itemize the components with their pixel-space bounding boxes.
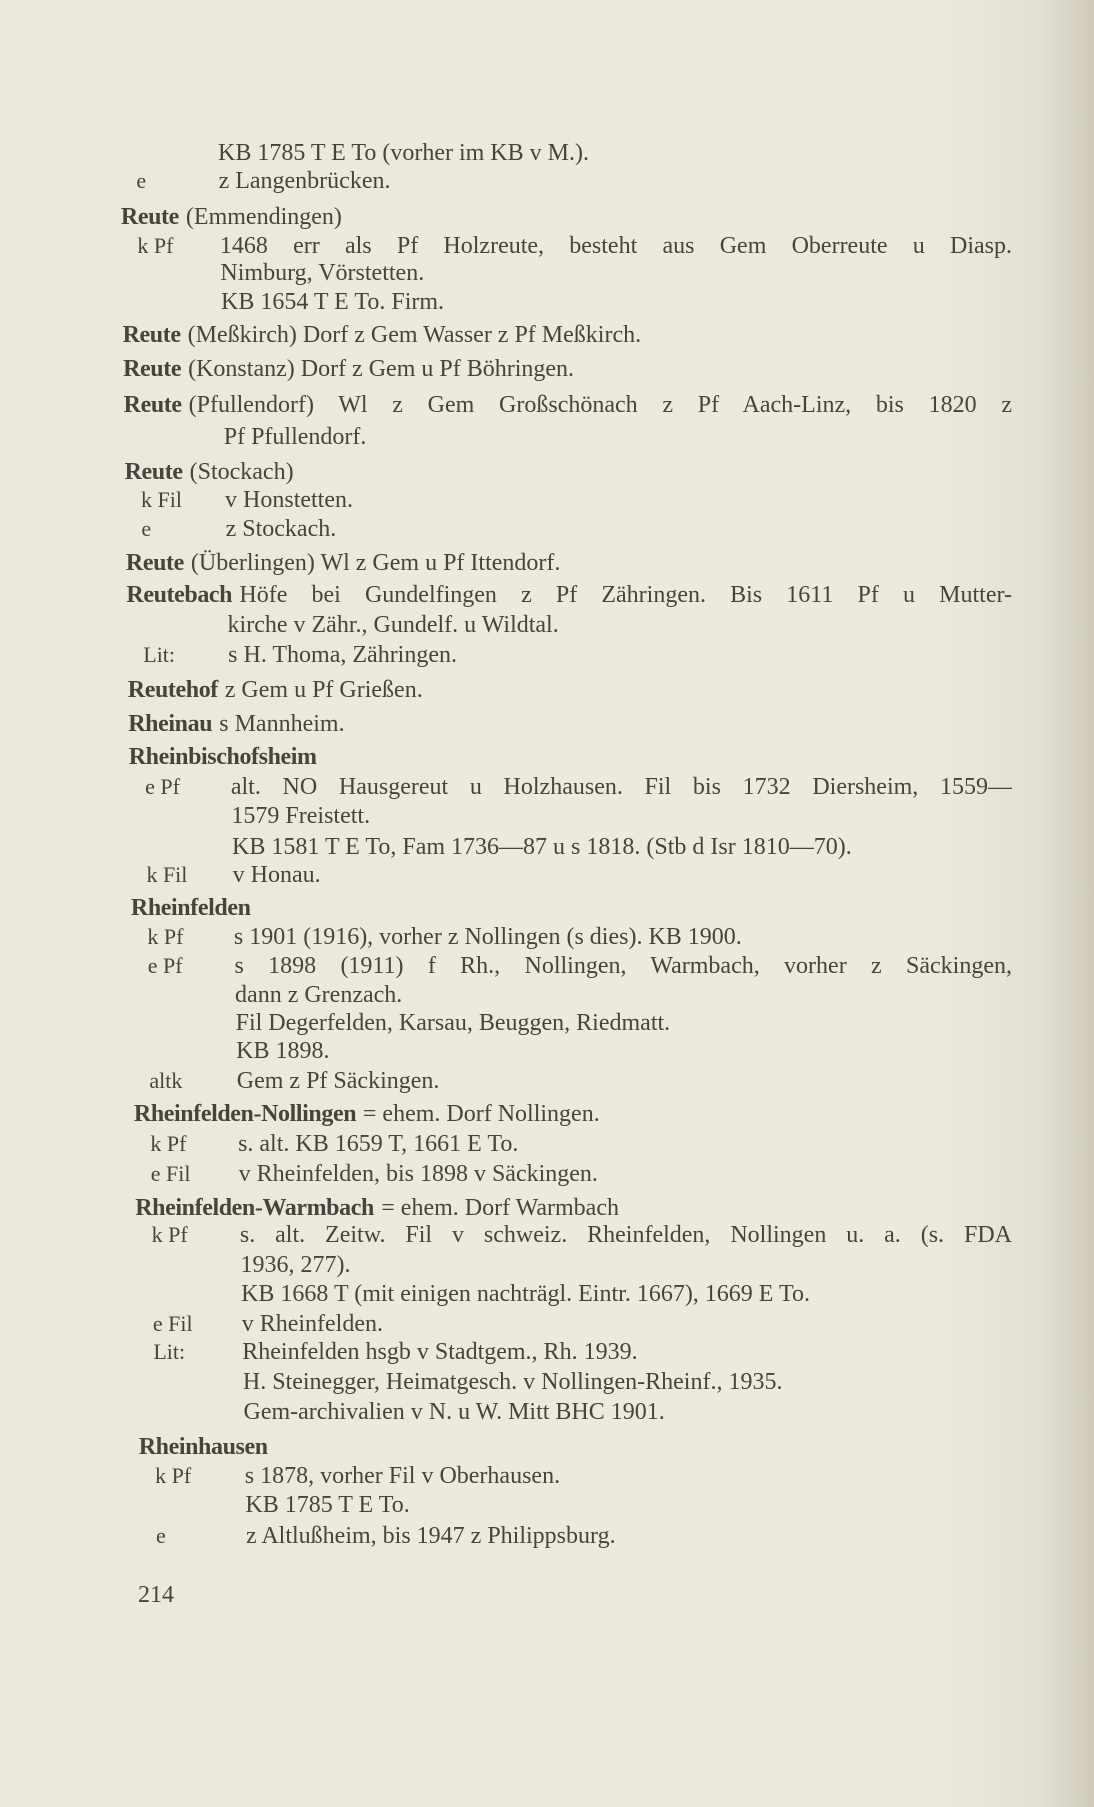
entry-headword-line (0, 580, 1094, 610)
entry-headword-line (0, 1099, 1094, 1129)
entry-line (0, 1159, 1094, 1189)
entry-line (0, 1036, 1094, 1066)
headword: Reutehof (127, 677, 218, 703)
entry-line (0, 1250, 1094, 1280)
entry-headword-line (0, 709, 1094, 739)
entry-headword-line (0, 742, 1094, 772)
entry-text: Gem z Pf Säckingen. (236, 1068, 440, 1094)
entry-text: z Stockach. (225, 516, 337, 542)
entry-text: s 1901 (1916), vorher z Nollingen (s dies). KB 1900. (233, 924, 742, 950)
entry-label: k Pf (155, 1463, 192, 1488)
entry-line (0, 922, 1094, 952)
entry-label: k Pf (137, 233, 174, 258)
entry-text: (Konstanz) Dorf z Gem u Pf Böhringen. (188, 356, 575, 382)
entry-line (0, 1461, 1094, 1491)
entry-text: KB 1581 T E To, Fam 1736—87 u s 1818. (Stb d Isr 1810—70). (232, 834, 852, 860)
entry-line (0, 166, 1094, 196)
entry-text: (Meßkirch) Dorf z Gem Wasser z Pf Meßkirch. (187, 322, 642, 348)
entry-text: (Überlingen) Wl z Gem u Pf Ittendorf. (190, 550, 561, 576)
entry-text: (Emmendingen) (185, 204, 342, 230)
entry-text: KB 1785 T E To. (245, 1492, 410, 1518)
entry-headword-line (0, 202, 1094, 232)
entry-text: dann z Grenzach. (235, 982, 403, 1008)
entry-line (0, 772, 1094, 802)
entry-line (0, 1066, 1094, 1096)
entry-line (0, 1490, 1094, 1520)
entry-headword-line (0, 320, 1094, 350)
entry-label: e Pf (145, 774, 180, 799)
entry-text: v Honau. (232, 862, 321, 888)
entry-label: e Fil (152, 1311, 193, 1336)
entry-line (0, 951, 1094, 981)
entry-text: H. Steinegger, Heimatgesch. v Nollingen-Rheinf., 1935. (242, 1369, 783, 1395)
entry-text: 1468 err als Pf Holzreute, besteht aus Gem Oberreute u Diasp. (219, 233, 1012, 259)
headword: Reute (122, 322, 181, 348)
entry-text: z Altlußheim, bis 1947 z Philippsburg. (246, 1523, 616, 1549)
headword: Rheinbischofsheim (128, 744, 317, 770)
entry-text: s Mannheim. (219, 711, 345, 737)
entry-text: v Rheinfelden, bis 1898 v Säckingen. (238, 1161, 598, 1187)
headword: Reute (120, 204, 179, 230)
entry-label: e (156, 1523, 166, 1548)
entry-line (0, 485, 1094, 515)
entry-text: v Rheinfelden. (241, 1311, 383, 1337)
entry-text: s. alt. KB 1659 T, 1661 E To. (238, 1131, 519, 1157)
entry-line (0, 860, 1094, 890)
entry-text: 1936, 277). (240, 1252, 351, 1278)
entry-text: s. alt. Zeitw. Fil v schweiz. Rheinfelden, Nollingen u. a. (s. FDA (239, 1222, 1012, 1248)
entry-label: k Fil (146, 862, 188, 887)
entry-headword-line (0, 457, 1094, 487)
entry-text: (Stockach) (189, 459, 294, 485)
entry-text: Rheinfelden hsgb v Stadtgem., Rh. 1939. (242, 1339, 638, 1365)
entry-line (0, 610, 1094, 640)
entry-text: KB 1785 T E To (vorher im KB v M.). (218, 140, 589, 166)
entry-label: Lit: (143, 642, 176, 667)
entry-line (0, 1337, 1094, 1367)
entry-label: e (136, 168, 147, 193)
headword: Rheinfelden-Warmbach (135, 1195, 374, 1221)
entry-line (0, 1279, 1094, 1309)
headword: Reutebach (126, 582, 233, 608)
headword: Rheinfelden (130, 895, 251, 921)
entry-line (0, 1129, 1094, 1159)
entry-headword-line (0, 548, 1094, 578)
entry-text: z Langenbrücken. (218, 168, 391, 194)
entry-headword-line (0, 354, 1094, 384)
entry-text: Höfe bei Gundelfingen z Pf Zähringen. Bis 1611 Pf u Mutter- (239, 582, 1012, 608)
entry-label: altk (149, 1068, 183, 1093)
entry-headword-line (0, 1432, 1094, 1462)
entry-text: KB 1654 T E To. Firm. (221, 289, 445, 315)
entry-text: = ehem. Dorf Nollingen. (362, 1101, 600, 1127)
entry-line (0, 1367, 1094, 1397)
headword: Rheinfelden-Nollingen (133, 1101, 357, 1127)
page-number: 214 (138, 1582, 174, 1608)
entry-line (0, 1309, 1094, 1339)
entry-line (0, 287, 1094, 317)
entry-text: v Honstetten. (225, 487, 353, 513)
entry-text: Pf Pfullendorf. (223, 424, 367, 450)
entry-line (0, 422, 1094, 452)
entry-text: s 1898 (1911) f Rh., Nollingen, Warmbach, vorher z Säckingen, (234, 953, 1012, 979)
entry-text: Gem-archivalien v N. u W. Mitt BHC 1901. (243, 1399, 665, 1425)
entry-headword-line (0, 893, 1094, 923)
entry-text: s H. Thoma, Zähringen. (228, 642, 457, 668)
entry-text: Nimburg, Vörstetten. (220, 260, 425, 286)
headword: Reute (123, 392, 182, 418)
headword: Reute (125, 550, 184, 576)
entry-text: alt. NO Hausgereut u Holzhausen. Fil bis 1732 Diersheim, 1559— (230, 774, 1012, 800)
entry-line (0, 1220, 1094, 1250)
headword: Rheinau (128, 711, 213, 737)
entry-text: (Pfullendorf) Wl z Gem Großschönach z Pf Aach-Linz, bis 1820 z (188, 392, 1012, 418)
entry-label: k Fil (141, 487, 182, 512)
entry-line (0, 514, 1094, 544)
entry-line (0, 640, 1094, 670)
headword: Reute (124, 459, 183, 485)
entry-line (0, 832, 1094, 862)
entry-text: 1579 Freistett. (231, 803, 371, 829)
entry-label: e Pf (147, 953, 183, 978)
entry-line (0, 1521, 1094, 1551)
entry-text: kirche v Zähr., Gundelf. u Wildtal. (227, 612, 559, 638)
entry-line (0, 1397, 1094, 1427)
entry-text: s 1878, vorher Fil v Oberhausen. (244, 1463, 561, 1489)
entry-headword-line (0, 390, 1094, 420)
entry-label: k Pf (151, 1222, 188, 1247)
entry-line (0, 138, 1094, 168)
entry-label: k Pf (147, 924, 184, 949)
entry-line (0, 1008, 1094, 1038)
entry-text: KB 1668 T (mit einigen nachträgl. Eintr. 1667), 1669 E To. (241, 1281, 811, 1307)
entry-text: = ehem. Dorf Warmbach (381, 1195, 619, 1221)
entry-label: k Pf (150, 1131, 187, 1156)
entry-text: Fil Degerfelden, Karsau, Beuggen, Riedmatt. (235, 1010, 671, 1036)
entry-headword-line (0, 675, 1094, 705)
entry-line (0, 231, 1094, 261)
headword: Rheinhausen (138, 1434, 268, 1460)
entry-headword-line (0, 1193, 1094, 1223)
entry-label: e (141, 516, 152, 541)
entry-label: Lit: (153, 1339, 186, 1364)
headword: Reute (123, 356, 182, 382)
entry-label: e Fil (150, 1161, 191, 1186)
entry-line (0, 980, 1094, 1010)
entry-line (0, 801, 1094, 831)
entry-line (0, 258, 1094, 288)
entry-text: z Gem u Pf Grießen. (224, 677, 423, 703)
entry-text: KB 1898. (236, 1038, 330, 1064)
